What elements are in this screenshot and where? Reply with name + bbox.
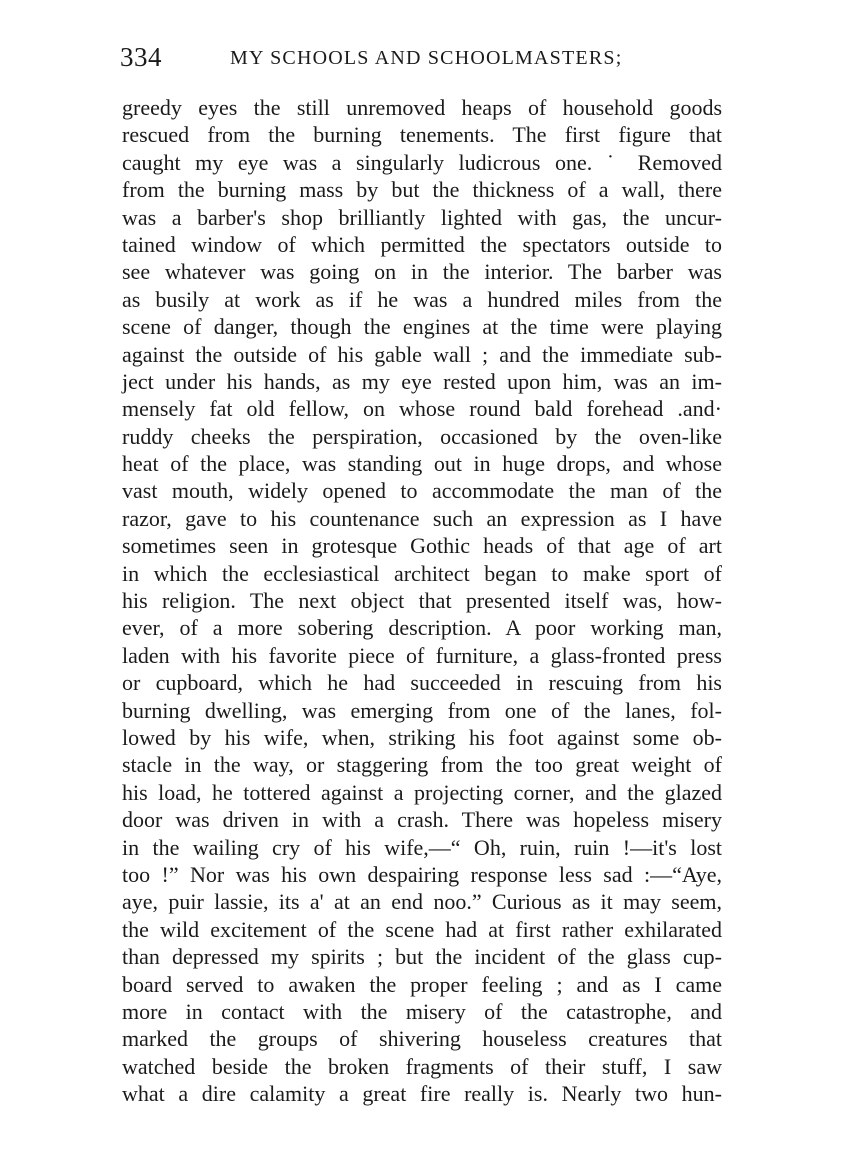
text-line: laden with his favorite piece of furniture, a glass-fronted press [122,642,722,668]
text-line: ever, of a more sobering description. A poor working man, [122,615,722,641]
text-line: lowed by his wife, when, striking his foot against some ob- [122,724,722,750]
text-line: than depressed my spirits ; but the incident of the glass cup- [122,944,722,970]
text-line: aye, puir lassie, its a' at an end noo.” Curious as it may seem, [122,889,722,915]
text-line: from the burning mass by but the thickness of a wall, there [122,177,722,203]
text-line: greedy eyes the still unremoved heaps of household goods [122,95,722,120]
text-line: too !” Nor was his own despairing response less sad :—“Aye, [122,861,722,887]
text-line: against the outside of his gable wall ; and the immediate sub- [122,341,722,367]
text-line: in the wailing cry of his wife,—“ Oh, ruin, ruin !—it's lost [122,834,722,860]
text-line: heat of the place, was standing out in huge drops, and whose [122,451,722,477]
text-line: tained window of which permitted the spectators outside to [122,231,722,257]
running-title: MY SCHOOLS AND SCHOOLMASTERS; [230,47,623,69]
text-line: watched beside the broken fragments of their stuff, I saw [122,1053,722,1079]
text-line: stacle in the way, or staggering from the too great weight of [122,752,722,778]
text-line: vast mouth, widely opened to accommodate the man of the [122,478,722,504]
text-line: rescued from the burning tenements. The first figure that [122,122,722,148]
text-line: ruddy cheeks the perspiration, occasioned by the oven-like [122,423,722,449]
text-line: door was driven in with a crash. There was hopeless misery [122,807,722,833]
running-head [120,42,720,82]
text-line: board served to awaken the proper feeling ; and as I came [122,971,722,997]
text-line: was a barber's shop brilliantly lighted with gas, the uncur- [122,204,722,230]
text-line: his religion. The next object that presented itself was, how- [122,588,722,614]
page-number: 334 [120,42,162,72]
text-line: the wild excitement of the scene had at first rather exhilarated [122,916,722,942]
text-line: mensely fat old fellow, on whose round bald forehead .and· [122,396,722,422]
text-line: in which the ecclesiastical architect began to make sport of [122,560,722,586]
text-line: as busily at work as if he was a hundred miles from the [122,286,722,312]
text-line: sometimes seen in grotesque Gothic heads of that age of art [122,533,722,559]
text-line: marked the groups of shivering houseless creatures that [122,1026,722,1052]
text-line: what a dire calamity a great fire really is. Nearly two hun- [122,1081,722,1107]
text-line: caught my eye was a singularly ludicrous one. ˙ Removed [122,149,722,175]
text-line: see whatever was going on in the interior. The barber was [122,259,722,285]
text-line: scene of danger, though the engines at the time were playing [122,314,722,340]
text-line: burning dwelling, was emerging from one of the lanes, fol- [122,697,722,723]
text-line: more in contact with the misery of the catastrophe, and [122,998,722,1024]
body-text [122,94,722,1114]
text-line: razor, gave to his countenance such an expression as I have [122,505,722,531]
text-line: his load, he tottered against a projecting corner, and the glazed [122,779,722,805]
text-line: or cupboard, which he had succeeded in rescuing from his [122,670,722,696]
text-line: ject under his hands, as my eye rested upon him, was an im- [122,368,722,394]
